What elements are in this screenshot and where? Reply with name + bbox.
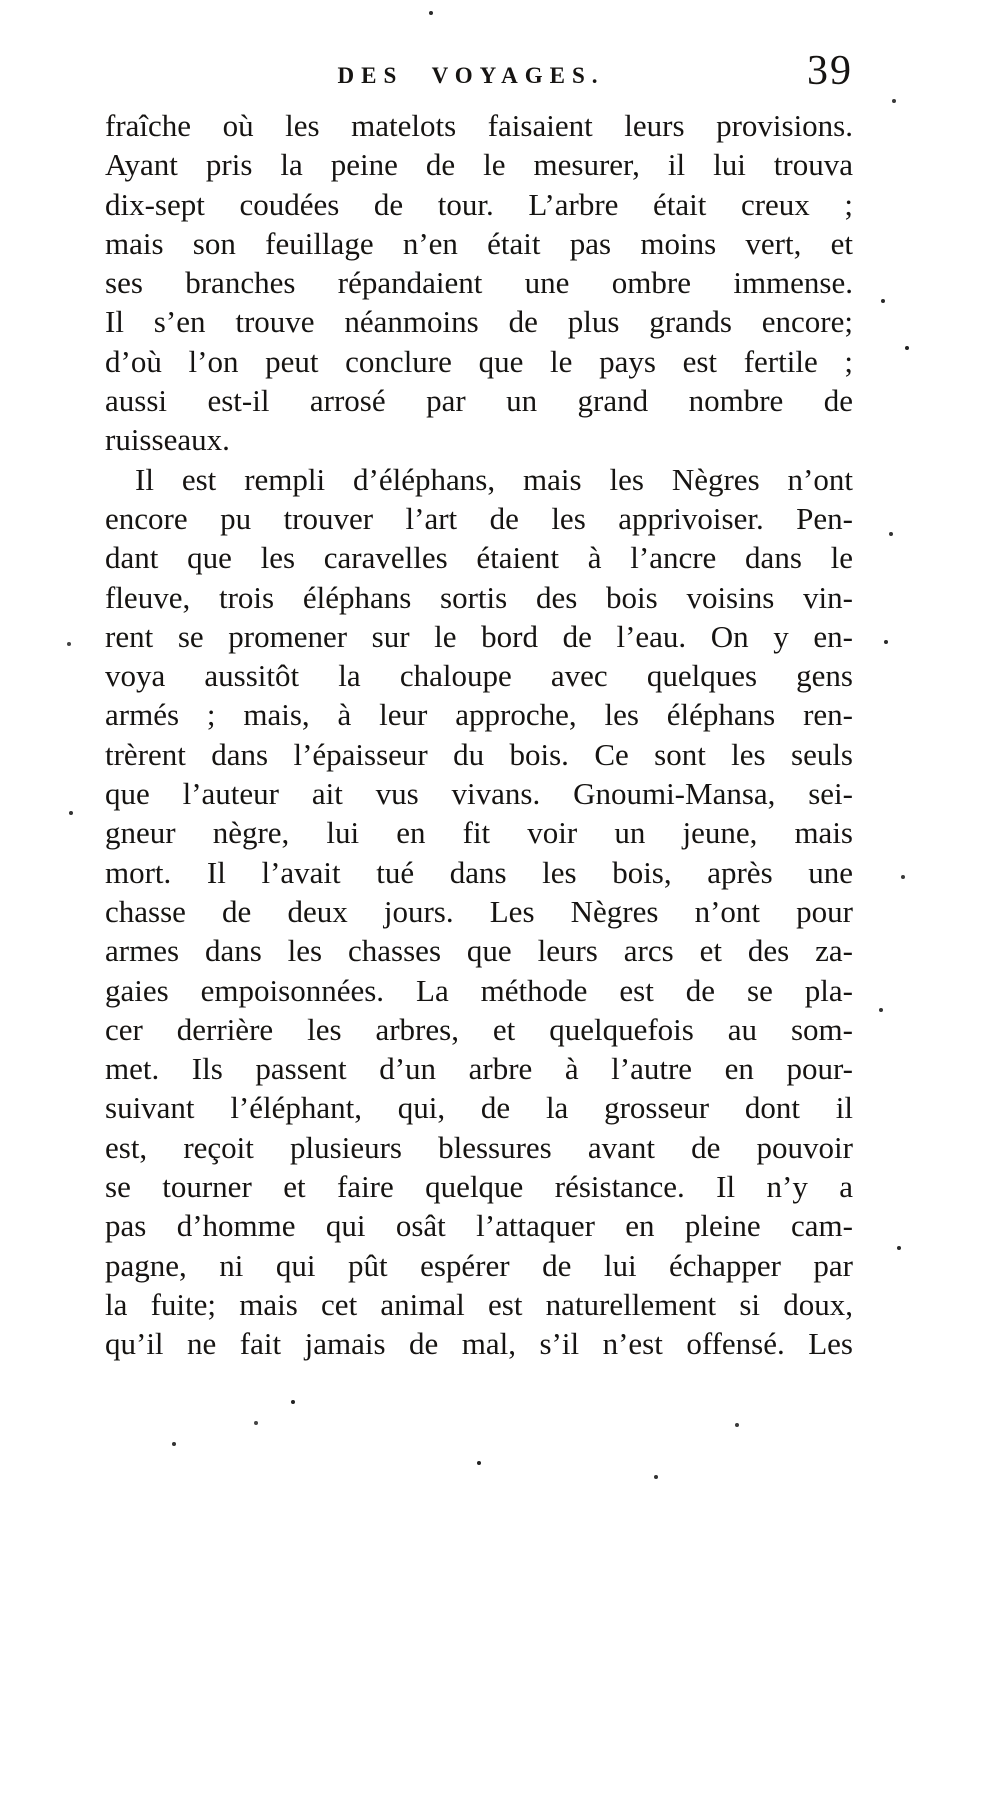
text-line: ruisseaux. xyxy=(105,422,230,458)
page-header xyxy=(105,48,853,106)
text-line: armes dans les chasses que leurs arcs et des za- xyxy=(105,933,853,969)
text-line: Il est rempli d’éléphans, mais les Nègres n’ont xyxy=(135,461,853,497)
page-content xyxy=(105,48,853,1364)
text-line: voya aussitôt la chaloupe avec quelques gens xyxy=(105,658,853,694)
text-line: fleuve, trois éléphans sortis des bois voisins vin- xyxy=(105,579,853,615)
text-line: gneur nègre, lui en fit voir un jeune, mais xyxy=(105,815,853,851)
text-line: encore pu trouver l’art de les apprivoiser. Pen- xyxy=(105,500,853,536)
running-title: DES VOYAGES. xyxy=(337,63,605,88)
text-line: Il s’en trouve néanmoins de plus grands encore; xyxy=(105,304,853,340)
text-line: armés ; mais, à leur approche, les éléphans ren- xyxy=(105,697,853,733)
text-line: ses branches répandaient une ombre immense. xyxy=(105,265,853,301)
scan-noise xyxy=(0,0,2,2)
text-line: trèrent dans l’épaisseur du bois. Ce sont les seuls xyxy=(105,736,853,772)
text-line: rent se promener sur le bord de l’eau. On y en- xyxy=(105,618,853,654)
text-line: que l’auteur ait vus vivans. Gnoumi-Mansa, sei- xyxy=(105,776,853,812)
text-line: mort. Il l’avait tué dans les bois, après une xyxy=(105,854,853,890)
text-line: gaies empoisonnées. La méthode est de se pla- xyxy=(105,972,853,1008)
text-line: cer derrière les arbres, et quelquefois au som- xyxy=(105,1011,853,1047)
text-line: dant que les caravelles étaient à l’ancre dans le xyxy=(105,540,853,576)
text-line: la fuite; mais cet animal est naturellement si doux, xyxy=(105,1286,853,1322)
text-line: suivant l’éléphant, qui, de la grosseur dont il xyxy=(105,1090,853,1126)
text-line: pas d’homme qui osât l’attaquer en pleine cam- xyxy=(105,1208,853,1244)
text-line: met. Ils passent d’un arbre à l’autre en pour- xyxy=(105,1051,853,1087)
text-line: mais son feuillage n’en était pas moins vert, et xyxy=(105,225,853,261)
page-number: 39 xyxy=(807,48,853,94)
body-text xyxy=(105,106,853,1364)
text-line: pagne, ni qui pût espérer de lui échapper par xyxy=(105,1247,853,1283)
text-line: chasse de deux jours. Les Nègres n’ont pour xyxy=(105,893,853,929)
text-line: se tourner et faire quelque résistance. Il n’y a xyxy=(105,1169,853,1205)
text-line: fraîche où les matelots faisaient leurs provisions. xyxy=(105,108,853,143)
text-line: dix-sept coudées de tour. L’arbre était creux ; xyxy=(105,186,853,222)
text-line: aussi est-il arrosé par un grand nombre de xyxy=(105,383,853,419)
text-line: est, reçoit plusieurs blessures avant de pouvoir xyxy=(105,1129,853,1165)
text-line: Ayant pris la peine de le mesurer, il lui trouva xyxy=(105,147,853,183)
text-line: qu’il ne fait jamais de mal, s’il n’est offensé. Les xyxy=(105,1326,853,1362)
text-line: d’où l’on peut conclure que le pays est fertile ; xyxy=(105,343,853,379)
